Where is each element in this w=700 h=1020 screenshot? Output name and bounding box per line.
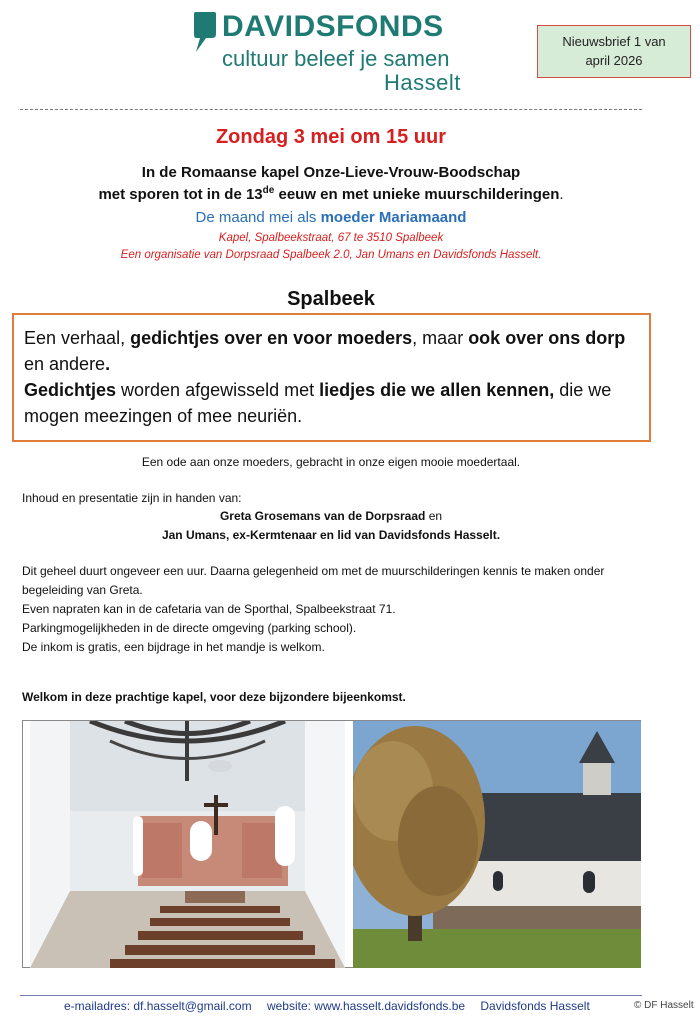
event-organizer: Een organisatie van Dorpsraad Spalbeek 2.0, Jan Umans en Davidsfonds Hasselt. [120,249,542,261]
footer-name: Davidsfonds Hasselt [480,999,590,1013]
entry-info: De inkom is gratis, een bijdrage in het mandje is welkom. [22,640,325,654]
story-highlight-box: Een verhaal, gedichtjes over en voor moeders, maar ook over ons dorp en andere. Gedichtjes worden afgewisseld met liedjes die we allen kennen, die we mogen meezingen of mee neuriën. [12,313,651,442]
place-heading: Spalbeek [287,288,375,310]
footer-divider [20,995,642,996]
newsletter-line-2: april 2026 [585,53,643,68]
presenter-jan: Jan Umans, ex-Kermtenaar en lid van Davidsfonds Hasselt. [161,528,501,542]
event-address: Kapel, Spalbeekstraat, 67 te 3510 Spalbeek [218,232,444,244]
copyright-notice: © DF Hasselt [634,1000,694,1011]
welcome-line: Welkom in deze prachtige kapel, voor deze bijzondere bijeenkomst. [22,690,406,704]
presenters-intro: Inhoud en presentatie zijn in handen van: [22,491,242,505]
event-location-line: In de Romaanse kapel Onze-Lieve-Vrouw-Boodschap [141,164,521,181]
event-title: Zondag 3 mei om 15 uur [215,126,447,148]
davidsfonds-logo [192,8,482,94]
logo-subtitle: cultuur beleef je samen [222,46,450,71]
presenter-greta: Greta Grosemans van de Dorpsraad en [219,509,443,523]
event-history-line: met sporen tot in de 13de eeuw en met unieke muurschilderingen. [98,185,564,203]
parking-info: Parkingmogelijkheden in de directe omgeving (parking school). [22,621,357,635]
speech-bubble-logo-icon [192,10,218,68]
newsletter-badge [537,25,691,78]
footer-contact [64,999,602,1013]
chapel-exterior-photo [353,721,641,968]
duration-info: Dit geheel duurt ongeveer een uur. Daarna gelegenheid om met de muurschilderingen kennis te maken onder begeleiding van Greta. [22,564,605,597]
header-divider [20,109,642,110]
footer-email[interactable]: e-mailadres: df.hasselt@gmail.com [64,999,252,1013]
chapel-interior-photo [30,721,345,968]
logo-title: DAVIDSFONDS [222,10,444,43]
cafetaria-info: Even napraten kan in de cafetaria van de Sporthal, Spalbeekstraat 71. [22,602,396,616]
logo-city: Hasselt [384,70,461,95]
event-theme-line: De maand mei als moeder Mariamaand [195,209,467,226]
newsletter-line-1: Nieuwsbrief 1 van [562,34,666,49]
ode-line: Een ode aan onze moeders, gebracht in onze eigen mooie moedertaal. [141,455,521,469]
photo-strip [22,720,641,968]
footer-website[interactable]: website: www.hasselt.davidsfonds.be [266,999,466,1013]
